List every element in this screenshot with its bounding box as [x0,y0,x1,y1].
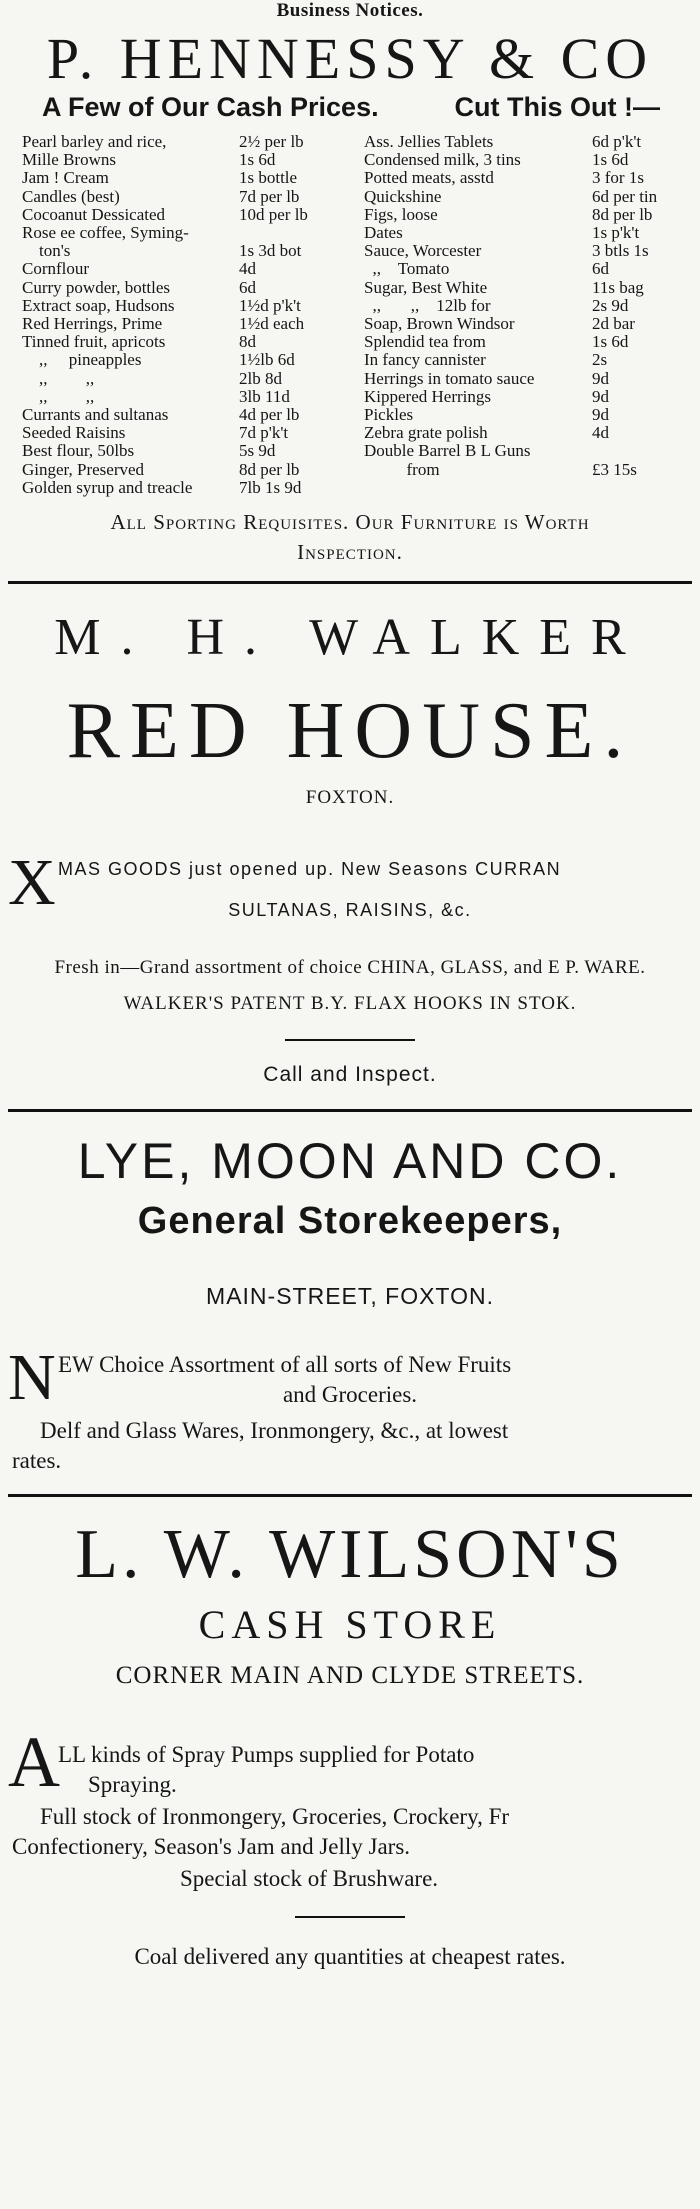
price-item-price: 1s 6d [592,150,629,170]
price-item-name: Curry powder, bottles [22,278,171,297]
price-item-name: Tinned fruit, apricots [22,333,166,352]
xmas-line: SULTANAS, RAISINS, &c. [228,900,472,921]
price-item [364,206,696,224]
price-list-right-column [354,133,696,497]
walker-advert [0,608,700,1087]
price-item-name: Currants and sultanas [22,406,169,425]
price-item-price: 8d [239,332,256,352]
wilson-title: L. W. WILSON'S [75,1516,625,1594]
full-stock-line: Confectionery, Season's Jam and Jelly Jars. [12,1834,411,1860]
price-item-price [592,442,696,460]
price-item-name: Best flour, 50lbs [22,442,135,461]
price-item [22,260,354,278]
price-item-name: Extract soap, Hudsons [22,296,175,315]
hennessy-advert [0,28,700,567]
price-item-price: 6d p'k't [592,132,642,151]
price-item-name: ton's [22,242,71,261]
price-item-price: 1s 3d bot [239,241,302,261]
price-item-name: Figs, loose [364,205,438,224]
price-item [364,188,696,206]
price-item [364,151,696,169]
price-item-name: Rose ee coffee, Syming- [22,224,189,243]
price-item-price: 1½lb 6d [239,350,295,370]
divider-rule [8,1494,692,1497]
price-item-price: 7lb 1s 9d [239,477,302,497]
price-item [364,315,696,333]
short-rule [285,1039,415,1041]
price-item-price: 9d [592,368,609,388]
price-item-name: Sauce, Worcester [364,242,482,261]
hennessy-title: P. HENNESSY & CO [46,26,654,91]
price-item-name: Mille Browns [22,151,116,170]
xmas-goods-paragraph [0,846,700,921]
price-item [364,169,696,187]
price-item [364,242,696,260]
price-item-price: 2½ per lb [239,132,304,151]
price-item [22,315,354,333]
price-item [22,333,354,351]
price-item-name: Cocoanut Dessicated [22,205,166,224]
price-item-price: 3 btls 1s [592,241,649,261]
general-storekeepers: General Storekeepers, [137,1200,563,1243]
price-item [22,169,354,187]
price-item-name: Quickshine [364,187,442,206]
drop-cap: N [8,1341,56,1415]
xmas-line: MAS GOODS just opened up. New Seasons CURRAN [58,859,562,880]
price-item [22,188,354,206]
price-item-price: 1s p'k't [592,223,640,243]
price-item-price: 6d per tin [592,186,658,206]
price-item-name: ,, ,, [22,369,95,388]
price-item [364,424,696,442]
price-item-name: Kippered Herrings [364,387,491,406]
price-item [22,442,354,460]
red-house-title: RED HOUSE. [66,687,634,776]
price-item-name: Golden syrup and treacle [22,478,193,497]
price-item-name: Ginger, Preserved [22,460,145,479]
price-item [22,370,354,388]
price-item [22,279,354,297]
drop-cap: X [8,846,56,920]
price-item-name: ,, Tomato [364,260,450,279]
walker-location: FOXTON. [305,787,395,809]
price-item-name: Zebra grate polish [364,424,488,443]
price-item-name: ,, ,, 12lb for [364,296,491,315]
lye-moon-advert [0,1132,700,1476]
price-item [22,351,354,369]
hennessy-footer-line: All Sporting Requisites. Our Furniture is Worth [110,510,590,535]
price-item-name: Cornflour [22,260,90,279]
cash-store-title: CASH STORE [198,1602,502,1648]
price-item-price: 1½d p'k't [239,295,301,315]
price-item-name: Pearl barley and rice, [22,133,167,151]
price-item-name: Soap, Brown Windsor [364,315,515,334]
price-item-name: ,, ,, [22,387,95,406]
price-item [364,224,696,242]
price-item-name: Double Barrel B L Guns [364,442,531,461]
price-item [364,461,696,479]
lye-address: MAIN-STREET, FOXTON. [206,1283,494,1310]
price-item [22,242,354,260]
price-item-name: Sugar, Best White [364,278,488,297]
price-item-price: 10d per lb [239,204,308,224]
assortment-line: EW Choice Assortment of all sorts of New Fruits [58,1352,512,1378]
price-item-price: 5s 9d [239,441,276,461]
price-item-price: 9d [592,386,609,406]
price-item-name: Seeded Raisins [22,424,126,443]
price-item-name: Potted meats, asstd [364,169,494,188]
price-item [364,388,696,406]
walker-name: M. H. WALKER [54,609,646,667]
lye-moon-title: LYE, MOON AND CO. [77,1133,623,1190]
price-item [22,406,354,424]
price-item-price: 2d bar [592,314,635,334]
price-item-price: 7d per lb [239,186,300,206]
delf-line: Delf and Glass Wares, Ironmongery, &c., at lowest [40,1418,509,1444]
price-item-price: 1s bottle [239,168,298,188]
price-item [22,461,354,479]
price-item [22,479,354,497]
price-item [22,297,354,315]
price-item-price: 7d p'k't [239,423,289,443]
price-item-name: Ass. Jellies Tablets [364,133,494,151]
price-item-price: 1s 6d [239,150,276,170]
price-item-name: ,, pineapples [22,351,142,370]
price-item [364,133,696,151]
price-item-price: 6d [592,259,609,279]
new-assortment-paragraph [0,1341,700,1415]
price-list [0,133,700,497]
price-item [22,206,354,224]
hennessy-subheading [0,92,700,123]
wilson-advert [0,1517,700,1972]
cash-prices-heading: A Few of Our Cash Prices. [42,92,379,122]
price-item-price: 1½d each [239,314,305,334]
price-item-price: £3 15s [592,459,637,479]
section-heading: Business Notices. [276,0,424,21]
call-and-inspect: Call and Inspect. [263,1063,437,1087]
hennessy-footer [0,507,700,567]
price-item [364,279,696,297]
price-item-name: In fancy cannister [364,351,486,370]
price-item-price: 8d per lb [592,204,653,224]
price-item [364,370,696,388]
price-item-name: Herrings in tomato sauce [364,369,535,388]
price-item-name: Pickles [364,406,414,425]
price-item-name: Red Herrings, Prime [22,315,163,334]
price-item-price: 8d per lb [239,459,300,479]
price-item-price [239,224,354,242]
price-item-name: Condensed milk, 3 tins [364,151,521,170]
price-item-name: Candles (best) [22,187,120,206]
price-item-price: 4d [592,423,609,443]
price-item-price: 2s [592,350,608,370]
price-item [364,351,696,369]
price-item-name: Splendid tea from [364,333,486,352]
price-item-price: 2s 9d [592,295,629,315]
divider-rule [8,1109,692,1112]
spray-line: LL kinds of Spray Pumps supplied for Potato [58,1742,475,1768]
price-item [364,406,696,424]
price-list-left-column [22,133,354,497]
brushware-line: Special stock of Brushware. [180,1866,439,1892]
price-item-price: 4d [239,259,256,279]
cut-this-out-heading: Cut This Out !— [454,92,660,122]
price-item-price: 3lb 11d [239,386,290,406]
price-item-price: 3 for 1s [592,168,644,188]
hennessy-footer-line: Inspection. [297,540,403,565]
price-item [22,133,354,151]
price-item [364,297,696,315]
patent-line: WALKER'S PATENT B.Y. FLAX HOOKS IN STOK. [123,993,577,1015]
price-item-price: 4d per lb [239,405,300,425]
price-item-name: from [364,460,440,479]
price-item-price: 2lb 8d [239,368,282,388]
price-item [22,424,354,442]
spray-line: Spraying. [88,1772,177,1798]
price-item [22,224,354,242]
price-item-price: 9d [592,405,609,425]
full-stock-line: Full stock of Ironmongery, Groceries, Crockery, Fr [40,1804,510,1830]
short-rule [295,1916,405,1918]
spray-pumps-paragraph [0,1722,700,1803]
wilson-address: CORNER MAIN AND CLYDE STREETS. [115,1662,585,1690]
price-item-name: Jam ! Cream [22,169,109,188]
price-item-name: Dates [364,224,403,243]
price-item [364,442,696,460]
price-item-price: 6d [239,277,256,297]
assortment-line: and Groceries. [282,1382,418,1408]
price-item [22,151,354,169]
price-item [364,260,696,278]
price-item-price: 1s 6d [592,332,629,352]
fresh-in-line: Fresh in—Grand assortment of choice CHINA, GLASS, and E P. WARE. [54,957,646,979]
delf-line: rates. [12,1448,62,1474]
coal-line: Coal delivered any quantities at cheapest rates. [134,1944,566,1970]
price-item [22,388,354,406]
divider-rule [8,581,692,584]
price-item-price: 11s bag [592,277,644,297]
price-item [364,333,696,351]
drop-cap: A [8,1722,60,1803]
